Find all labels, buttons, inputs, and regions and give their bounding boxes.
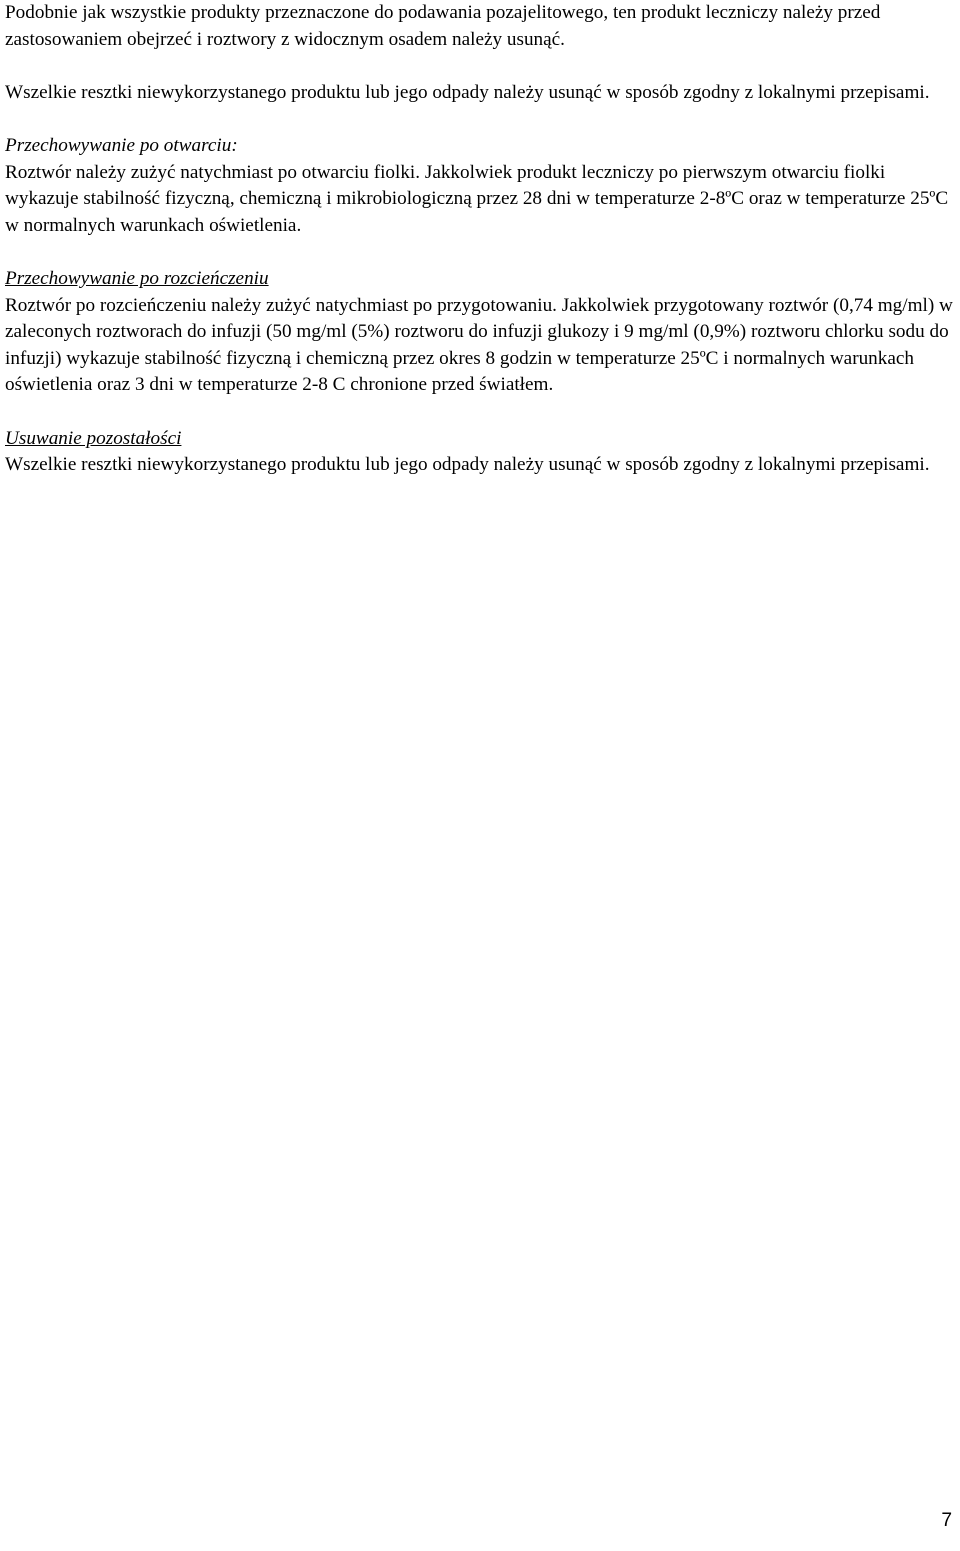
page-number: 7 — [941, 1510, 952, 1531]
paragraph-disposal-note-text: Wszelkie resztki niewykorzystanego produktu lub jego odpady należy usunąć w sposób zgodny z lokalnymi przepisami. — [5, 81, 930, 103]
section-storage-after-opening — [5, 133, 955, 239]
text-storage-after-opening: Roztwór należy zużyć natychmiast po otwarciu fiolki. Jakkolwiek produkt leczniczy po pierwszym otwarciu fiolki wykazuje stabilność fizyczną, chemiczną i mikrobiologiczną przez 28 dni w temperaturze 2-8ºC oraz w temperaturze 25ºC w normalnych warunkach oświetlenia. — [5, 161, 949, 236]
paragraph-intro-text: Podobnie jak wszystkie produkty przeznaczone do podawania pozajelitowego, ten produkt leczniczy należy przed zastosowaniem obejrzeć i roztwory z widocznym osadem należy usunąć. — [5, 2, 881, 50]
section-storage-after-dilution — [5, 266, 955, 399]
heading-storage-after-dilution: Przechowywanie po rozcieńczeniu — [5, 267, 269, 289]
paragraph-intro — [5, 0, 955, 53]
document-page — [5, 0, 955, 479]
text-disposal: Wszelkie resztki niewykorzystanego produktu lub jego odpady należy usunąć w sposób zgodny z lokalnymi przepisami. — [5, 454, 930, 476]
paragraph-disposal-note — [5, 80, 955, 107]
section-disposal — [5, 426, 955, 479]
heading-disposal: Usuwanie pozostałości — [5, 427, 182, 449]
heading-storage-after-opening: Przechowywanie po otwarciu: — [5, 134, 238, 156]
text-storage-after-dilution: Roztwór po rozcieńczeniu należy zużyć natychmiast po przygotowaniu. Jakkolwiek przygotowany roztwór (0,74 mg/ml) w zaleconych roztworach do infuzji (50 mg/ml (5%) roztworu do infuzji glukozy i 9 mg/ml (0,9%) roztworu chlorku sodu do infuzji) wykazuje stabilność fizyczną i chemiczną przez okres 8 godzin w temperaturze 25ºC i normalnych warunkach oświetlenia oraz 3 dni w temperaturze 2-8 C chronione przed światłem. — [5, 294, 953, 396]
